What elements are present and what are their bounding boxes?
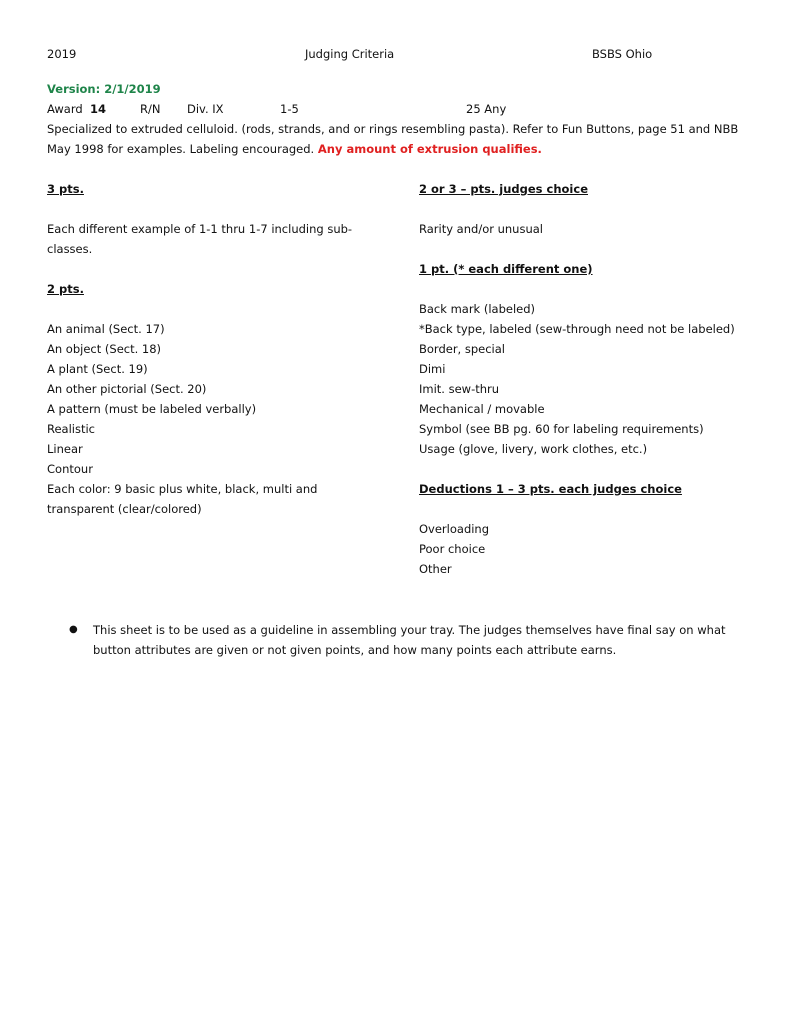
header-org: BSBS Ohio bbox=[592, 47, 653, 61]
three-points-heading: 3 pts. bbox=[47, 182, 84, 196]
guideline-note-text: This sheet is to be used as a guideline in assembling your tray. The judges themselves have final say on what button attributes are given or not given points, and how many points each attribute earns. bbox=[93, 623, 726, 657]
two-points-item: Linear bbox=[47, 442, 83, 456]
deduction-item: Poor choice bbox=[419, 542, 486, 556]
two-points-heading: 2 pts. bbox=[47, 282, 84, 296]
award-range: 1-5 bbox=[280, 102, 299, 116]
two-points-item: An animal (Sect. 17) bbox=[47, 322, 165, 336]
award-count: 25 Any bbox=[466, 102, 507, 116]
deduction-item: Overloading bbox=[419, 522, 490, 536]
three-points-item: Each different example of 1-1 thru 1-7 including sub-classes. bbox=[47, 222, 353, 256]
one-point-item: Back mark (labeled) bbox=[419, 302, 536, 316]
award-description bbox=[47, 119, 747, 159]
two-points-item: An object (Sect. 18) bbox=[47, 342, 162, 356]
two-points-item: A pattern (must be labeled verbally) bbox=[47, 402, 257, 416]
left-column bbox=[47, 179, 377, 519]
judges-choice-item: Rarity and/or unusual bbox=[419, 222, 543, 236]
page-header bbox=[47, 44, 747, 64]
right-column bbox=[419, 179, 759, 579]
two-points-item: Realistic bbox=[47, 422, 96, 436]
description-text: Specialized to extruded celluloid. (rods, strands, and or rings resembling pasta). Refer to Fun Buttons, page 51 and NBB May 1998 for examples. Labeling encouraged. bbox=[47, 122, 739, 156]
one-point-item: Symbol (see BB pg. 60 for labeling requirements) bbox=[419, 422, 704, 436]
two-points-item: Each color: 9 basic plus white, black, multi and transparent (clear/colored) bbox=[47, 482, 318, 516]
award-label: Award bbox=[47, 102, 83, 116]
header-title: Judging Criteria bbox=[305, 47, 395, 61]
one-point-item: Border, special bbox=[419, 342, 505, 356]
one-point-item: Usage (glove, livery, work clothes, etc.) bbox=[419, 442, 648, 456]
version-line: Version: 2/1/2019 bbox=[47, 82, 161, 96]
header-year: 2019 bbox=[47, 47, 77, 61]
one-point-item: Mechanical / movable bbox=[419, 402, 545, 416]
one-point-item: *Back type, labeled (sew-through need not be labeled) bbox=[419, 322, 735, 336]
award-rn: R/N bbox=[140, 102, 161, 116]
bullet-icon: ● bbox=[69, 624, 78, 635]
judges-choice-heading: 2 or 3 – pts. judges choice bbox=[419, 182, 588, 196]
description-highlight: Any amount of extrusion qualifies. bbox=[317, 142, 542, 156]
two-points-item: Contour bbox=[47, 462, 93, 476]
one-point-item: Dimi bbox=[419, 362, 446, 376]
award-division: Div. IX bbox=[187, 102, 224, 116]
award-line bbox=[47, 99, 747, 119]
guideline-note bbox=[69, 620, 749, 660]
two-points-item: An other pictorial (Sect. 20) bbox=[47, 382, 207, 396]
one-point-heading: 1 pt. (* each different one) bbox=[419, 262, 593, 276]
award-number: 14 bbox=[90, 102, 107, 116]
deductions-heading: Deductions 1 – 3 pts. each judges choice bbox=[419, 482, 682, 496]
deduction-item: Other bbox=[419, 562, 452, 576]
two-points-item: A plant (Sect. 19) bbox=[47, 362, 148, 376]
one-point-item: Imit. sew-thru bbox=[419, 382, 500, 396]
